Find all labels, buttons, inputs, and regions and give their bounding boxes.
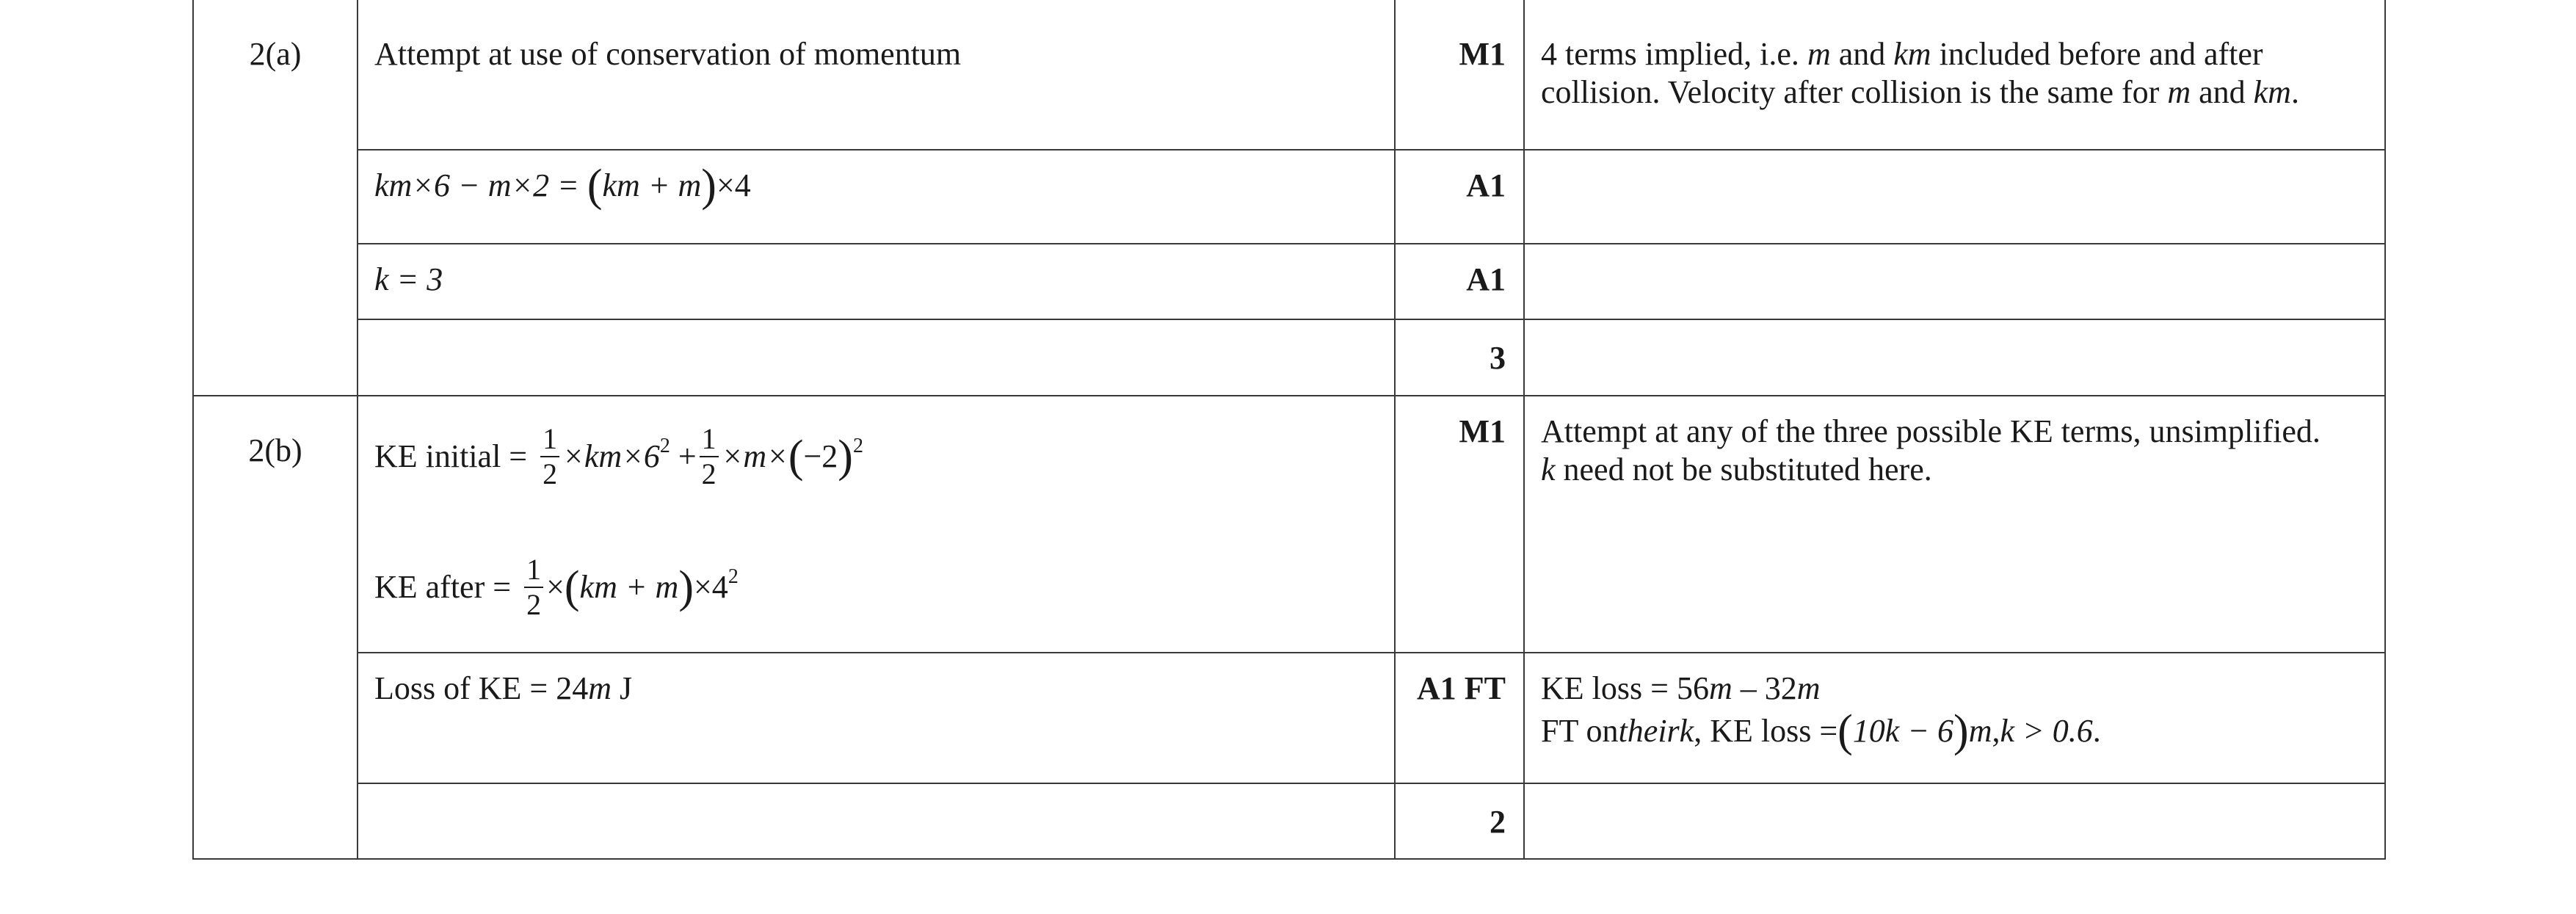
- answer-variable: m: [588, 670, 612, 706]
- fraction-numerator: 1: [540, 422, 559, 457]
- guidance-text: .: [2092, 713, 2101, 749]
- guidance-text: 4 terms implied, i.e.: [1541, 36, 1807, 72]
- guidance-math: m: [2167, 74, 2191, 110]
- answer-cell: [358, 0, 1395, 150]
- mark-code: A1 FT: [1417, 670, 1506, 706]
- question-number: [193, 396, 358, 859]
- fraction: [524, 553, 543, 622]
- answer-cell: [358, 150, 1395, 244]
- guidance-math: k: [1679, 713, 1694, 749]
- ke-after-label: KE after =: [374, 569, 512, 605]
- guidance-cell: [1524, 244, 2385, 319]
- answer-text: Attempt at use of conservation of momentum: [374, 36, 962, 72]
- guidance-math: km: [1893, 36, 1931, 72]
- paren-open: (: [564, 562, 580, 612]
- guidance-math: k > 0.6: [2000, 713, 2093, 749]
- paren-close: ): [1953, 706, 1969, 756]
- guidance-emphasis: their: [1618, 713, 1680, 749]
- guidance-math: m: [1708, 670, 1733, 706]
- guidance-text: need not be substituted here.: [1555, 451, 1932, 487]
- question-number: [193, 0, 358, 396]
- guidance-cell: [1524, 653, 2385, 783]
- guidance-math: m: [1968, 713, 1992, 749]
- mark-cell: [1395, 653, 1524, 783]
- exponent: 2: [659, 435, 670, 457]
- answer-value: [556, 670, 612, 706]
- fraction-denominator: 2: [543, 457, 558, 490]
- guidance-line: [1541, 706, 2368, 756]
- fraction-numerator: 1: [700, 422, 719, 457]
- table-row: [193, 653, 2385, 783]
- guidance-math: k: [1541, 451, 1556, 487]
- answer-number: 24: [556, 670, 589, 706]
- answer-cell: [358, 783, 1395, 859]
- mark-cell: [1395, 150, 1524, 244]
- answer-cell: [358, 244, 1395, 319]
- exponent: 2: [852, 435, 863, 457]
- mark-code: A1: [1466, 167, 1506, 203]
- mark-code: M1: [1459, 36, 1506, 72]
- term: ×4: [693, 569, 728, 605]
- total-marks: 3: [1490, 340, 1506, 376]
- paren-open: (: [1837, 706, 1853, 756]
- guidance-cell: [1524, 396, 2385, 653]
- table-row: [193, 0, 2385, 150]
- guidance-line: [1541, 670, 2368, 708]
- total-marks-cell: [1395, 783, 1524, 859]
- ke-initial-terms: [721, 432, 863, 482]
- guidance-math: km: [2253, 74, 2291, 110]
- paren-open: (: [788, 432, 804, 482]
- term: ×m×: [721, 438, 788, 474]
- equation-inner: km + m: [602, 167, 702, 203]
- guidance-text: – 32: [1732, 670, 1797, 706]
- mark-code: M1: [1459, 413, 1506, 449]
- table-row: [193, 783, 2385, 859]
- question-label: 2(b): [248, 432, 302, 468]
- guidance-text: ,: [1992, 713, 2000, 749]
- guidance-text: .: [2290, 74, 2299, 110]
- answer-label: Loss of KE =: [374, 670, 556, 706]
- k-value: k = 3: [374, 261, 443, 297]
- table-row: [193, 244, 2385, 319]
- ke-after-expression: [374, 536, 1378, 639]
- equation-rhs: ×4: [716, 167, 751, 203]
- question-label: 2(a): [249, 36, 302, 72]
- guidance-math: m: [1796, 670, 1821, 706]
- term: −2: [803, 438, 838, 474]
- guidance-line: [1541, 35, 2368, 73]
- guidance-line: [1541, 73, 2368, 112]
- answer-cell: [358, 396, 1395, 653]
- mark-scheme-table: [192, 0, 2386, 860]
- term: km + m: [579, 569, 679, 605]
- ke-after-terms: [546, 562, 739, 612]
- momentum-equation: [374, 161, 751, 211]
- guidance-line: Attempt at any of the three possible KE terms, unsimplified.: [1541, 413, 2321, 449]
- answer-unit: J: [612, 670, 633, 706]
- guidance-text: collision. Velocity after collision is the same for: [1541, 74, 2168, 110]
- fraction: [540, 422, 559, 491]
- mark-code: A1: [1466, 261, 1506, 297]
- paren-open: (: [587, 161, 603, 211]
- ke-initial-label: KE initial =: [374, 438, 528, 474]
- guidance-math: m: [1807, 36, 1831, 72]
- fraction-numerator: 1: [524, 553, 543, 588]
- paren-close: ): [701, 161, 716, 211]
- exponent: 2: [728, 565, 739, 588]
- mark-cell: [1395, 396, 1524, 653]
- mark-cell: [1395, 244, 1524, 319]
- answer-cell: [358, 319, 1395, 396]
- guidance-text: , KE loss =: [1694, 713, 1838, 749]
- operator: ×: [546, 569, 565, 605]
- fraction-denominator: 2: [701, 457, 716, 490]
- answer-cell: [358, 653, 1395, 783]
- fraction-denominator: 2: [526, 588, 542, 621]
- guidance-math: 10k − 6: [1852, 713, 1954, 749]
- fraction: [700, 422, 719, 491]
- paren-close: ): [838, 432, 853, 482]
- paren-close: ): [678, 562, 694, 612]
- total-marks: 2: [1490, 804, 1506, 840]
- table-row: [193, 150, 2385, 244]
- guidance-cell: [1524, 319, 2385, 396]
- guidance-text: and: [1830, 36, 1894, 72]
- guidance-cell: [1524, 783, 2385, 859]
- guidance-text: FT on: [1541, 713, 1619, 749]
- total-marks-cell: [1395, 319, 1524, 396]
- operator: +: [670, 438, 697, 474]
- ke-initial-terms: [562, 435, 697, 476]
- term: ×km×6: [562, 438, 660, 474]
- ke-initial-expression: [374, 405, 1378, 508]
- guidance-cell: [1524, 150, 2385, 244]
- guidance-cell: [1524, 0, 2385, 150]
- equation-lhs: km×6 − m×2 =: [374, 167, 587, 203]
- guidance-line: [1541, 451, 2368, 489]
- guidance-text: included before and after: [1931, 36, 2263, 72]
- guidance-text: KE loss = 56: [1541, 670, 1709, 706]
- table-row: [193, 396, 2385, 653]
- mark-cell: [1395, 0, 1524, 150]
- guidance-text: and: [2191, 74, 2254, 110]
- table-row: [193, 319, 2385, 396]
